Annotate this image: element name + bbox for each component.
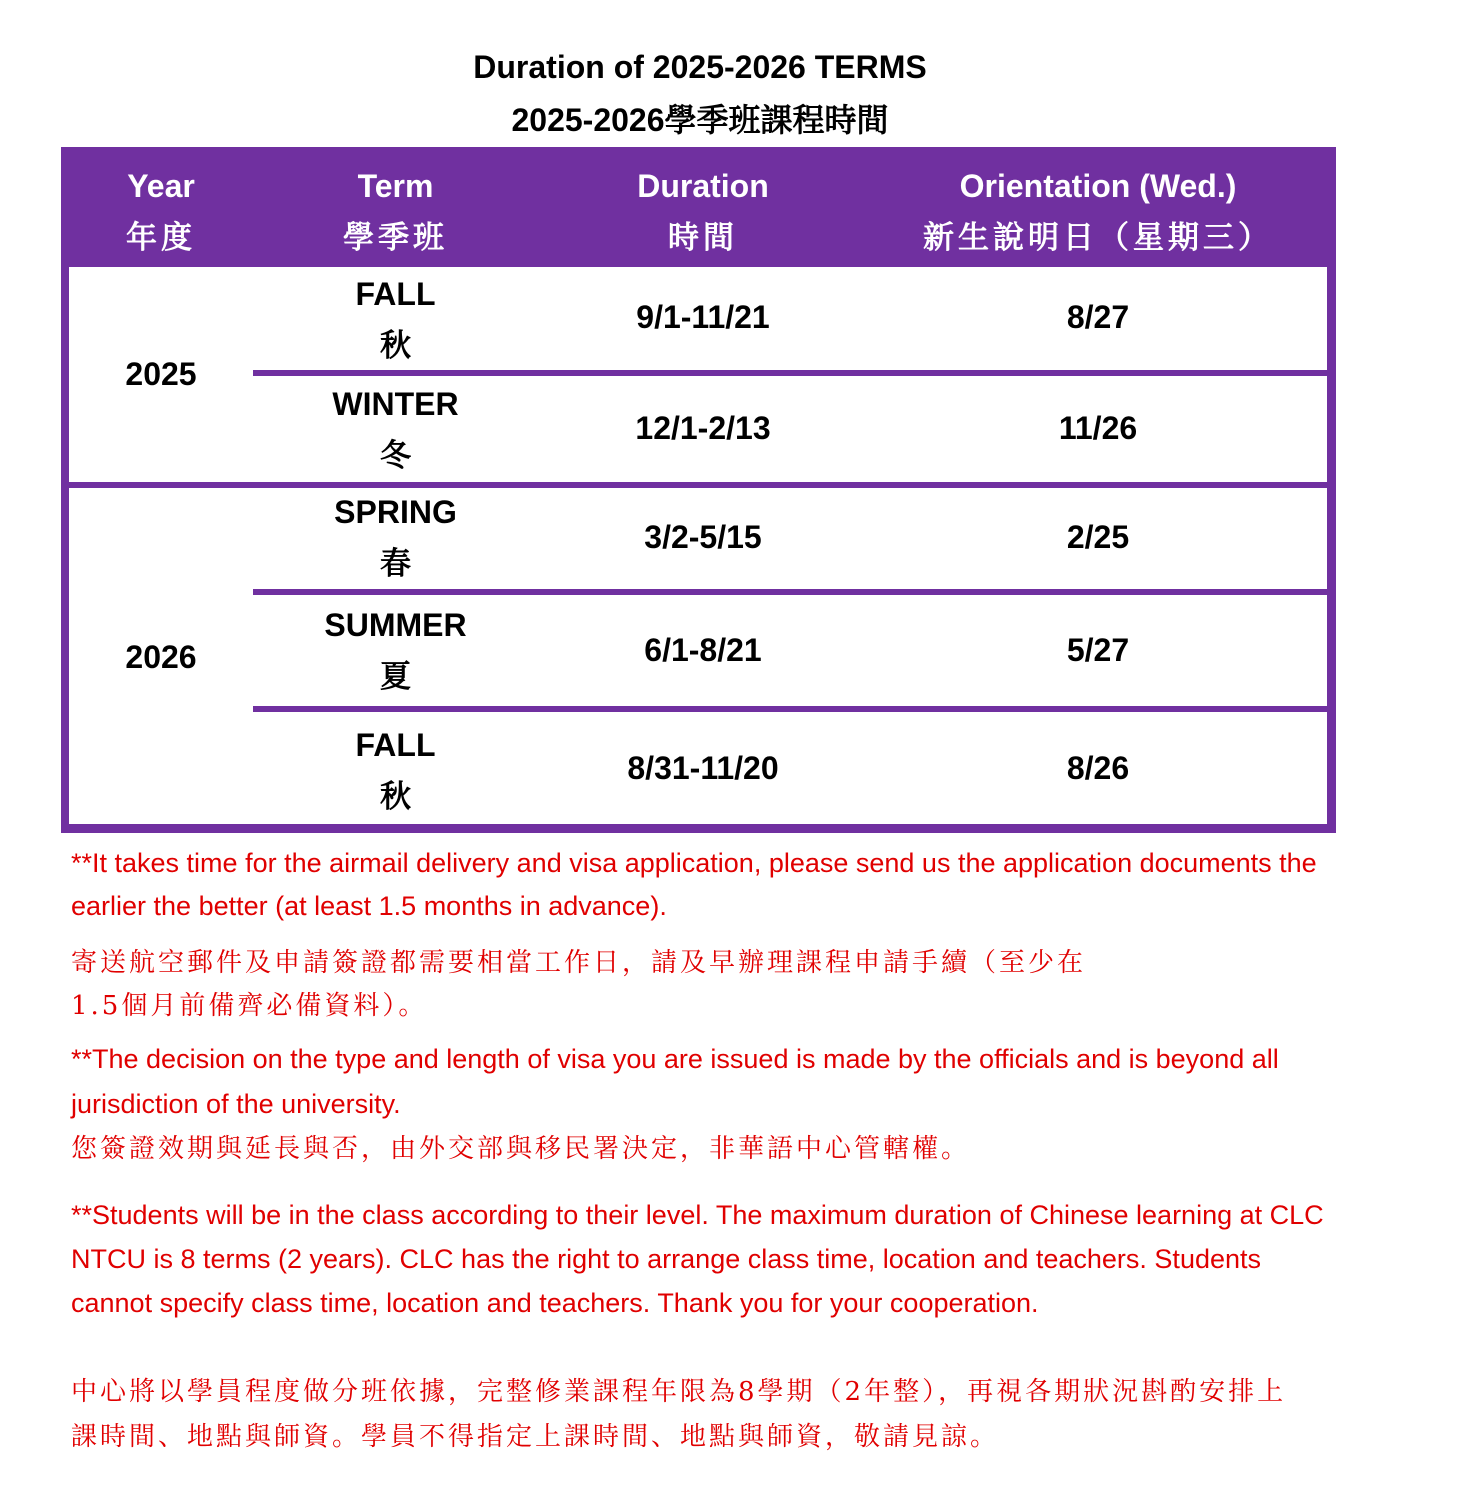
year-2025: 2025 xyxy=(125,356,197,392)
table-row-orientation: 5/27 xyxy=(1066,632,1130,668)
table-row-term: FALL 秋 xyxy=(355,727,436,815)
table-row-duration: 9/1-11/21 xyxy=(636,299,770,335)
table-row-term: WINTER 冬 xyxy=(332,386,459,474)
table-row-orientation: 11/26 xyxy=(1058,410,1138,446)
header-duration: Duration 時間 xyxy=(637,168,769,256)
note-airmail-zh: 寄送航空郵件及申請簽證都需要相當工作日，請及早辦理課程申請手續（至少在1.5個月前備齊必備資料）。 xyxy=(71,948,1087,1021)
table-row-orientation: 8/27 xyxy=(1066,299,1130,335)
table-row-term: SPRING 春 xyxy=(334,494,457,582)
table-row-term: SUMMER 夏 xyxy=(324,607,467,695)
table-row-duration: 8/31-11/20 xyxy=(627,750,779,786)
header-year: Year 年度 xyxy=(126,168,196,256)
table-row-term: FALL 秋 xyxy=(355,276,436,364)
year-2026: 2026 xyxy=(125,639,197,675)
table-row-orientation: 8/26 xyxy=(1066,750,1130,786)
table-row-duration: 12/1-2/13 xyxy=(635,410,771,446)
table-row-duration: 6/1-8/21 xyxy=(644,632,762,668)
note-class-zh: 中心將以學員程度做分班依據，完整修業課程年限為8學期（2年整），再視各期狀況斟酌安排上課時間、地點與師資。學員不得指定上課時間、地點與師資，敬請見諒。 xyxy=(71,1377,1287,1452)
row-divider xyxy=(253,706,1329,712)
note-class-en: **Students will be in the class according to their level. The maximum duration of Chinese learning at CLC NTCU is 8 terms (2 years). CLC has the right to arrange class time, location and teachers. Students cannot specify class time, location and teachers. Thank you for your cooperation. xyxy=(71,1200,1324,1318)
table-row-orientation: 2/25 xyxy=(1066,519,1130,555)
header-orientation: Orientation (Wed.) 新生說明日（星期三） xyxy=(923,168,1273,256)
page-title-chinese: 2025-2026學季班課程時間 xyxy=(511,102,889,138)
table-row-duration: 3/2-5/15 xyxy=(644,519,762,555)
note-visa-zh: 您簽證效期與延長與否，由外交部與移民署決定，非華語中心管轄權。 xyxy=(71,1134,971,1164)
note-airmail-en: **It takes time for the airmail delivery and visa application, please send us the application documents the earlier the better (at least 1.5 months in advance). xyxy=(71,848,1317,921)
header-term: Term 學季班 xyxy=(343,168,448,256)
page-title: Duration of 2025-2026 TERMS xyxy=(473,49,927,85)
note-visa-en: **The decision on the type and length of visa you are issued is made by the officials and is beyond all jurisdiction of the university. xyxy=(71,1044,1279,1119)
